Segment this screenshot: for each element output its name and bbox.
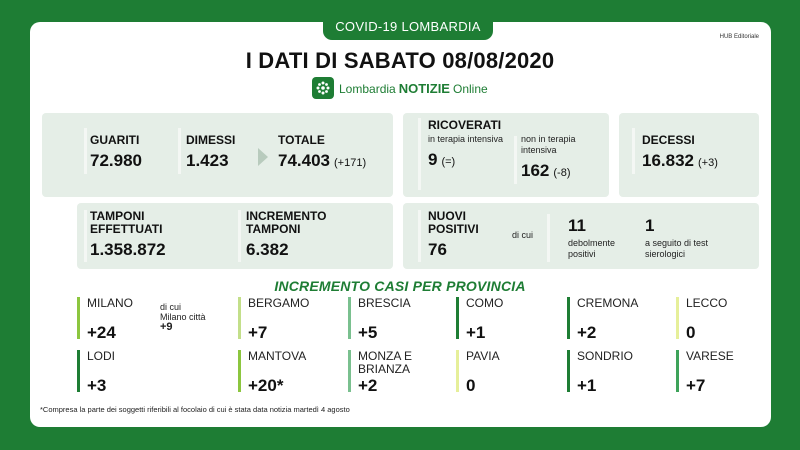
province-name: CREMONA: [577, 296, 639, 310]
logo-text: Lombardia NOTIZIE Online: [339, 80, 488, 96]
stat-divider: [418, 118, 421, 190]
province-bar: [676, 297, 679, 339]
hub-credit: HUB Editoriale: [719, 34, 759, 40]
positivi-value: 76: [428, 240, 447, 259]
province-monza-e-brianza: [348, 350, 438, 398]
decessi-value: 16.832: [642, 151, 694, 170]
sierologici-label: a seguito di test sierologici: [645, 238, 709, 259]
intensiva-value: 9: [428, 150, 438, 169]
province-milano: [77, 297, 167, 345]
province-brescia: [348, 297, 438, 345]
province-value: +24: [87, 323, 116, 342]
province-name: LECCO: [686, 296, 728, 310]
ricoverati-label: RICOVERATI: [428, 118, 502, 132]
province-lodi: [77, 350, 167, 398]
province-value: +20*: [248, 376, 284, 395]
province-bar: [77, 297, 80, 339]
provinces-title: INCREMENTO CASI PER PROVINCIA: [274, 278, 526, 294]
province-mantova: [238, 350, 328, 398]
non-intensiva-stat: [521, 134, 606, 181]
positivi-stat: [428, 210, 508, 260]
totale-label: TOTALE: [278, 133, 325, 147]
intensiva-label: in terapia intensiva: [428, 134, 504, 144]
province-bar: [676, 350, 679, 392]
footnote: *Compresa la parte dei soggetti riferibili al focolaio di cui è stata data notizia martedì 4 agosto: [40, 405, 350, 414]
decessi-label: DECESSI: [642, 133, 695, 147]
province-bar: [456, 350, 459, 392]
non-intensiva-row: [521, 161, 606, 181]
province-pavia: [456, 350, 546, 398]
totale-delta: (+171): [334, 157, 367, 169]
province-bar: [348, 350, 351, 392]
province-sondrio: [567, 350, 657, 398]
non-intensiva-label: non in terapia intensiva: [521, 134, 576, 155]
stat-divider: [84, 128, 87, 174]
page-title: I DATI DI SABATO 08/08/2020: [245, 48, 555, 73]
milano-sub-line1: di cui: [160, 302, 182, 312]
totale-row: [278, 151, 366, 171]
intensiva-delta: (=): [441, 156, 456, 168]
province-bar: [456, 297, 459, 339]
milano-sub-value: +9: [160, 321, 173, 333]
guariti-label: GUARITI: [90, 133, 140, 147]
province-lecco: [676, 297, 766, 345]
province-name: BRESCIA: [358, 296, 411, 310]
lombardia-notizie-logo[interactable]: [312, 77, 488, 99]
province-name: COMO: [466, 296, 504, 310]
guariti-value: 72.980: [90, 151, 142, 170]
province-value: +7: [686, 376, 706, 395]
province-varese: [676, 350, 766, 398]
stat-divider: [84, 210, 87, 262]
province-cremona: [567, 297, 657, 345]
province-value: +5: [358, 323, 378, 342]
stat-divider: [178, 128, 181, 174]
sierologici-value: 1: [645, 216, 655, 235]
intensiva-row: [428, 150, 508, 170]
dimessi-stat: [186, 134, 235, 171]
deboli-label: debolmente positivi: [568, 238, 616, 259]
tamponi-label: TAMPONI EFFETTUATI: [90, 209, 163, 236]
non-intensiva-delta: (-8): [553, 167, 571, 179]
stat-divider: [632, 128, 635, 174]
dimessi-label: DIMESSI: [186, 133, 236, 147]
province-value: +7: [248, 323, 268, 342]
tamponi-value: 1.358.872: [90, 240, 166, 259]
province-bar: [348, 297, 351, 339]
province-bar: [238, 297, 241, 339]
incremento-stat: [246, 210, 366, 260]
deboli-stat: [568, 216, 638, 260]
province-bar: [567, 297, 570, 339]
province-name: MONZA E BRIANZA: [358, 349, 413, 376]
province-name: MANTOVA: [248, 349, 307, 363]
province-name: BERGAMO: [248, 296, 310, 310]
province-bergamo: [238, 297, 328, 345]
guariti-stat: [90, 134, 142, 171]
province-value: +2: [358, 376, 378, 395]
stat-divider: [238, 210, 241, 262]
stat-divider: [418, 210, 421, 262]
positivi-label: NUOVI POSITIVI: [428, 209, 479, 236]
tamponi-stat: [90, 210, 220, 260]
milano-sub-line2: Milano città: [160, 312, 206, 322]
province-value: +3: [87, 376, 107, 395]
province-name: MILANO: [87, 296, 134, 310]
dimessi-value: 1.423: [186, 151, 229, 170]
province-name: LODI: [87, 349, 116, 363]
province-value: +1: [577, 376, 597, 395]
province-bar: [567, 350, 570, 392]
totale-stat: [278, 134, 366, 171]
stat-divider: [514, 136, 517, 184]
province-bar: [77, 350, 80, 392]
province-bar: [238, 350, 241, 392]
positivi-dicui: di cui: [512, 230, 534, 240]
lombardia-rose-icon: [312, 77, 334, 99]
header-banner: COVID-19 LOMBARDIA: [323, 14, 493, 40]
province-value: 0: [686, 323, 696, 342]
province-name: VARESE: [686, 349, 734, 363]
incremento-value: 6.382: [246, 240, 289, 259]
province-name: PAVIA: [466, 349, 500, 363]
province-value: +2: [577, 323, 597, 342]
incremento-label: INCREMENTO TAMPONI: [246, 209, 327, 236]
province-name: SONDRIO: [577, 349, 634, 363]
province-value: 0: [466, 376, 476, 395]
province-como: [456, 297, 546, 345]
milano-city-sub: [160, 302, 206, 332]
intensiva-stat: [428, 134, 508, 170]
totale-value: 74.403: [278, 151, 330, 170]
decessi-stat: [642, 134, 718, 171]
province-value: +1: [466, 323, 486, 342]
decessi-delta: (+3): [698, 157, 718, 169]
arrow-icon: [258, 148, 268, 166]
decessi-row: [642, 151, 718, 171]
deboli-value: 11: [568, 216, 586, 235]
stat-divider: [547, 214, 550, 262]
sierologici-stat: [645, 216, 735, 260]
non-intensiva-value: 162: [521, 161, 550, 180]
